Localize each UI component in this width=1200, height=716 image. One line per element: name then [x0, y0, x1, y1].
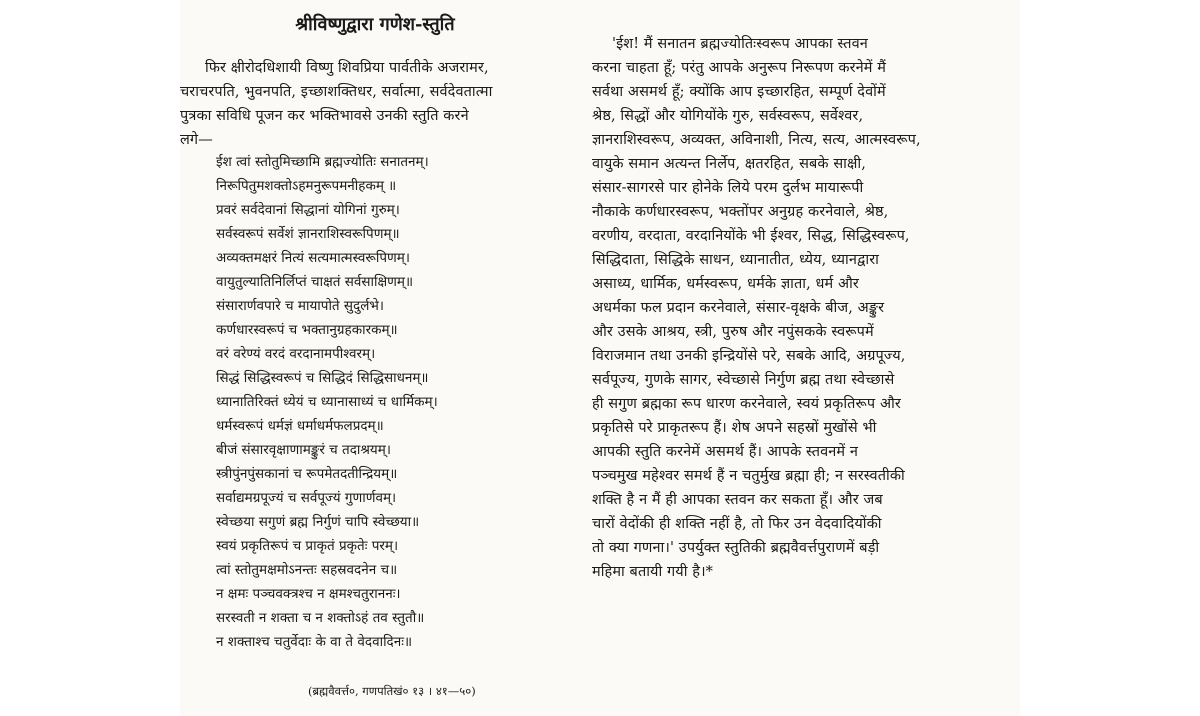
verse-line: सरस्वती न शक्ता च न शक्तोऽहं तव स्तुतौ॥	[216, 610, 425, 626]
prose-line: सिद्धिदाता, सिद्धिके साधन, ध्यानातीत, ध्येय, ध्यानद्वारा	[592, 252, 880, 268]
intro-line: लगे—	[180, 132, 213, 148]
prose-line: वरणीय, वरदाता, वरदानियोंके भी ईश्वर, सिद्ध, सिद्धिस्वरूप,	[592, 228, 910, 244]
verse-line: वरं वरेण्यं वरदं वरदानामपीश्वरम्।	[216, 346, 376, 362]
prose-line: सर्वथा असमर्थ हूँ; क्योंकि आप इच्छारहित, सम्पूर्ण देवोंमें	[592, 84, 886, 100]
prose-line: वायुके समान अत्यन्त निर्लेप, क्षतरहित, सबके साक्षी,	[592, 156, 866, 172]
prose-line: और उसके आश्रय, स्त्री, पुरुष और नपुंसकके स्वरूपमें	[592, 324, 874, 340]
verse-line: स्वयं प्रकृतिरूपं च प्राकृतं प्रकृतेः परम्।	[216, 538, 399, 554]
prose-line: असाध्य, धार्मिक, धर्मस्वरूप, धर्मके ज्ञाता, धर्म और	[592, 276, 859, 292]
prose-line: पञ्चमुख महेश्वर समर्थ हैं न चतुर्मुख ब्रह्मा ही; न सरस्वतीकी	[592, 468, 905, 484]
prose-line: चारों वेदोंकी ही शक्ति नहीं है, तो फिर उन वेदवादियोंकी	[592, 516, 882, 532]
intro-line: चराचरपति, भुवनपति, इच्छाशक्तिधर, सर्वात्मा, सर्वदेवतात्मा	[180, 84, 493, 100]
prose-line: श्रेष्ठ, सिद्धों और योगियोंके गुरु, सर्वस्वरूप, सर्वेश्वर,	[592, 108, 864, 124]
prose-line: ही सगुण ब्रह्मका रूप धारण करनेवाले, स्वयं प्रकृतिरूप और	[592, 396, 901, 412]
prose-line: आपकी स्तुति करनेमें असमर्थ हैं। आपके स्तवनमें न	[592, 444, 859, 460]
verse-line: सर्वस्वरूपं सर्वेशं ज्ञानराशिस्वरूपिणम्॥	[216, 226, 400, 242]
verse-line: स्वेच्छया सगुणं ब्रह्म निर्गुणं चापि स्वेच्छया॥	[216, 514, 420, 530]
verse-line: त्वां स्तोतुमक्षमोऽनन्तः सहस्रवदनेन च॥	[216, 562, 398, 578]
verse-line: न क्षमः पञ्चवक्त्रश्च न क्षमश्चतुराननः।	[216, 586, 401, 602]
verse-line: स्त्रीपुंनपुंसकानां च रूपमेतदतीन्द्रियम्॥	[216, 466, 398, 482]
verse-line: न शक्ताश्च चतुर्वेदाः के वा ते वेदवादिनः॥	[216, 634, 413, 650]
prose-line: तो क्या गणना।' उपर्युक्त स्तुतिकी ब्रह्मवैवर्त्तपुराणमें बड़ी	[592, 540, 880, 556]
prose-line: महिमा बतायी गयी है।*	[592, 564, 714, 580]
verse-line: ध्यानातिरिक्तं ध्येयं च ध्यानासाध्यं च धार्मिकम्।	[216, 394, 438, 410]
verse-line: अव्यक्तमक्षरं नित्यं सत्यमात्मस्वरूपिणम्।	[216, 250, 410, 266]
verse-line: धर्मस्वरूपं धर्मज्ञं धर्माधर्मफलप्रदम्॥	[216, 418, 384, 434]
verse-line: निरूपितुमशक्तोऽहमनुरूपमनीहकम् ॥	[216, 178, 397, 194]
verse-line: कर्णधारस्वरूपं च भक्तानुग्रहकारकम्॥	[216, 322, 398, 338]
verse-line: सर्वाद्यमग्रपूज्यं च सर्वपूज्यं गुणार्णवम्।	[216, 490, 397, 506]
verse-line: ईश त्वां स्तोतुमिच्छामि ब्रह्मज्योतिः सनातनम्।	[216, 154, 429, 170]
prose-line: नौकाके कर्णधारस्वरूप, भक्तोंपर अनुग्रह करनेवाले, श्रेष्ठ,	[592, 204, 889, 220]
prose-line: 'ईश! मैं सनातन ब्रह्मज्योतिःस्वरूप आपका स्तवन	[612, 36, 868, 52]
intro-line: फिर क्षीरोदधिशायी विष्णु शिवप्रिया पार्वतीके अजरामर,	[205, 60, 489, 76]
prose-line: विराजमान तथा उनकी इन्द्रियोंसे परे, सबके आदि, अग्रपूज्य,	[592, 348, 906, 364]
verse-line: संसारार्णवपारे च मायापोते सुदुर्लभे।	[216, 298, 384, 314]
prose-line: शक्ति है न मैं ही आपका स्तवन कर सकता हूँ। और जब	[592, 492, 883, 508]
verse-line: सिद्धं सिद्धिस्वरूपं च सिद्धिदं सिद्धिसाधनम्॥	[216, 370, 429, 386]
prose-line: सर्वपूज्य, गुणके सागर, स्वेच्छासे निर्गुण ब्रह्म तथा स्वेच्छासे	[592, 372, 895, 388]
verse-line: प्रवरं सर्वदेवानां सिद्धानां योगिनां गुरुम्।	[216, 202, 400, 218]
prose-line: प्रकृतिसे परे प्राकृतरूप हैं। शेष अपने सहस्रों मुखोंसे भी	[592, 420, 877, 436]
intro-line: पुत्रका सविधि पूजन कर भक्तिभावसे उनकी स्तुति करने	[180, 108, 469, 124]
prose-line: अधर्मका फल प्रदान करनेवाले, संसार-वृक्षके बीज, अङ्कुर	[592, 300, 885, 316]
prose-line: संसार-सागरसे पार होनेके लिये परम दुर्लभ मायारूपी	[592, 180, 864, 196]
page-title: श्रीविष्णुद्वारा गणेश-स्तुति	[295, 14, 455, 35]
verse-line: बीजं संसारवृक्षाणामङ्कुरं च तदाश्रयम्।	[216, 442, 391, 458]
prose-line: ज्ञानराशिस्वरूप, अव्यक्त, अविनाशी, नित्य, सत्य, आत्मस्वरूप,	[592, 132, 921, 148]
citation: (ब्रह्मवैवर्त्त०, गणपतिखं० १३ । ४१—५०)	[308, 684, 476, 698]
verse-line: वायुतुल्यातिनिर्लिप्तं चाक्षतं सर्वसाक्षिणम्॥	[216, 274, 414, 290]
prose-line: करना चाहता हूँ; परंतु आपके अनुरूप निरूपण करनेमें मैं	[592, 60, 887, 76]
